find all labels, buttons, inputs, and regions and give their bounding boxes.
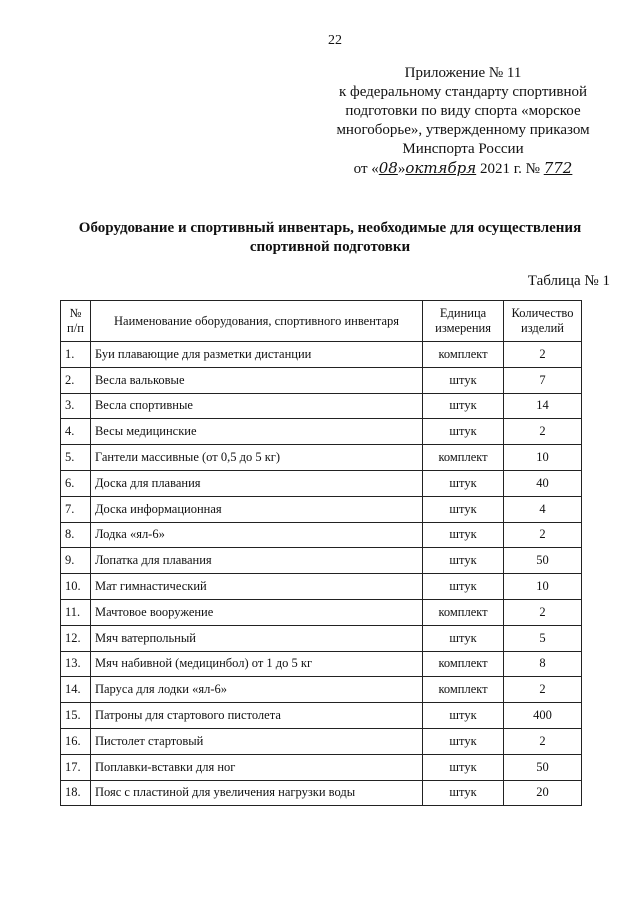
row-unit: комплект [423,677,504,703]
row-unit: штук [423,574,504,600]
row-unit: штук [423,780,504,806]
table-row [61,419,582,445]
row-num: 4. [61,419,91,445]
date-sep: » [397,161,406,177]
row-qty: 2 [504,599,582,625]
table-row [61,625,582,651]
row-qty: 10 [504,445,582,471]
row-num: 8. [61,522,91,548]
table-row [61,342,582,368]
table-row [61,445,582,471]
table-row [61,754,582,780]
row-name: Весла вальковые [90,367,422,393]
row-name: Доска для плавания [90,470,422,496]
order-number: 772 [543,159,573,177]
row-num: 14. [61,677,91,703]
row-name: Патроны для стартового пистолета [90,703,422,729]
row-name: Паруса для лодки «ял-6» [90,677,422,703]
row-num: 17. [61,754,91,780]
table-label: Таблица № 1 [527,273,610,289]
appendix-header [318,64,608,179]
row-unit: штук [423,728,504,754]
row-num: 3. [61,393,91,419]
row-qty: 40 [504,470,582,496]
table-row [61,548,582,574]
row-num: 10. [61,574,91,600]
row-name: Пояс с пластиной для увеличения нагрузки воды [90,780,422,806]
row-name: Доска информационная [90,496,422,522]
page-number: 22 [328,33,342,48]
row-num: 13. [61,651,91,677]
row-name: Весы медицинские [90,419,422,445]
row-num: 16. [61,728,91,754]
row-unit: комплект [423,651,504,677]
row-name: Мяч ватерпольный [90,625,422,651]
row-num: 15. [61,703,91,729]
equipment-table [60,300,582,806]
appendix-line-4: многоборье», утвержденному приказом [336,122,590,138]
row-qty: 2 [504,522,582,548]
table-row [61,393,582,419]
row-unit: штук [423,470,504,496]
table-row [61,780,582,806]
table-row [61,470,582,496]
row-name: Буи плавающие для разметки дистанции [90,342,422,368]
row-num: 6. [61,470,91,496]
row-num: 9. [61,548,91,574]
row-qty: 5 [504,625,582,651]
row-qty: 7 [504,367,582,393]
date-year: 2021 г. № [479,161,540,177]
row-unit: штук [423,754,504,780]
row-qty: 50 [504,754,582,780]
row-num: 5. [61,445,91,471]
appendix-line-3: подготовки по виду спорта «морское [345,103,581,119]
row-num: 7. [61,496,91,522]
row-unit: комплект [423,342,504,368]
row-unit: штук [423,703,504,729]
header-unit: Единица измерения [423,301,504,342]
row-num: 12. [61,625,91,651]
row-qty: 2 [504,419,582,445]
row-qty: 2 [504,677,582,703]
header-num: № п/п [61,301,91,342]
date-day: 08 [378,159,398,177]
row-num: 2. [61,367,91,393]
table-row [61,574,582,600]
table-row [61,496,582,522]
row-unit: штук [423,522,504,548]
row-name: Лопатка для плавания [90,548,422,574]
row-name: Мачтовое вооружение [90,599,422,625]
row-qty: 2 [504,342,582,368]
appendix-date-line [318,159,608,179]
row-qty: 8 [504,651,582,677]
row-name: Весла спортивные [90,393,422,419]
row-qty: 14 [504,393,582,419]
row-unit: штук [423,625,504,651]
table-row [61,599,582,625]
row-name: Лодка «ял-6» [90,522,422,548]
table-row [61,728,582,754]
table-row [61,677,582,703]
appendix-line-1: Приложение № 11 [404,65,522,81]
appendix-line-2: к федеральному стандарту спортивной [338,84,588,100]
row-name: Гантели массивные (от 0,5 до 5 кг) [90,445,422,471]
date-prefix: от « [353,161,379,177]
row-unit: штук [423,367,504,393]
row-unit: штук [423,548,504,574]
table-row [61,522,582,548]
row-unit: штук [423,393,504,419]
row-qty: 400 [504,703,582,729]
row-unit: штук [423,496,504,522]
row-qty: 10 [504,574,582,600]
row-name: Пистолет стартовый [90,728,422,754]
table-row [61,651,582,677]
date-month: октября [405,159,477,177]
row-name: Поплавки-вставки для ног [90,754,422,780]
row-name: Мяч набивной (медицинбол) от 1 до 5 кг [90,651,422,677]
row-num: 11. [61,599,91,625]
document-title: Оборудование и спортивный инвентарь, необходимые для осуществления спортивной подготовки [78,220,582,255]
row-unit: комплект [423,599,504,625]
row-qty: 20 [504,780,582,806]
table-header-row [61,301,582,342]
table-row [61,367,582,393]
row-name: Мат гимнастический [90,574,422,600]
header-name: Наименование оборудования, спортивного инвентаря [90,301,422,342]
row-qty: 50 [504,548,582,574]
row-unit: комплект [423,445,504,471]
row-unit: штук [423,419,504,445]
header-qty: Количество изделий [504,301,582,342]
row-num: 18. [61,780,91,806]
table-row [61,703,582,729]
row-num: 1. [61,342,91,368]
row-qty: 4 [504,496,582,522]
appendix-line-5: Минспорта России [402,141,524,157]
row-qty: 2 [504,728,582,754]
